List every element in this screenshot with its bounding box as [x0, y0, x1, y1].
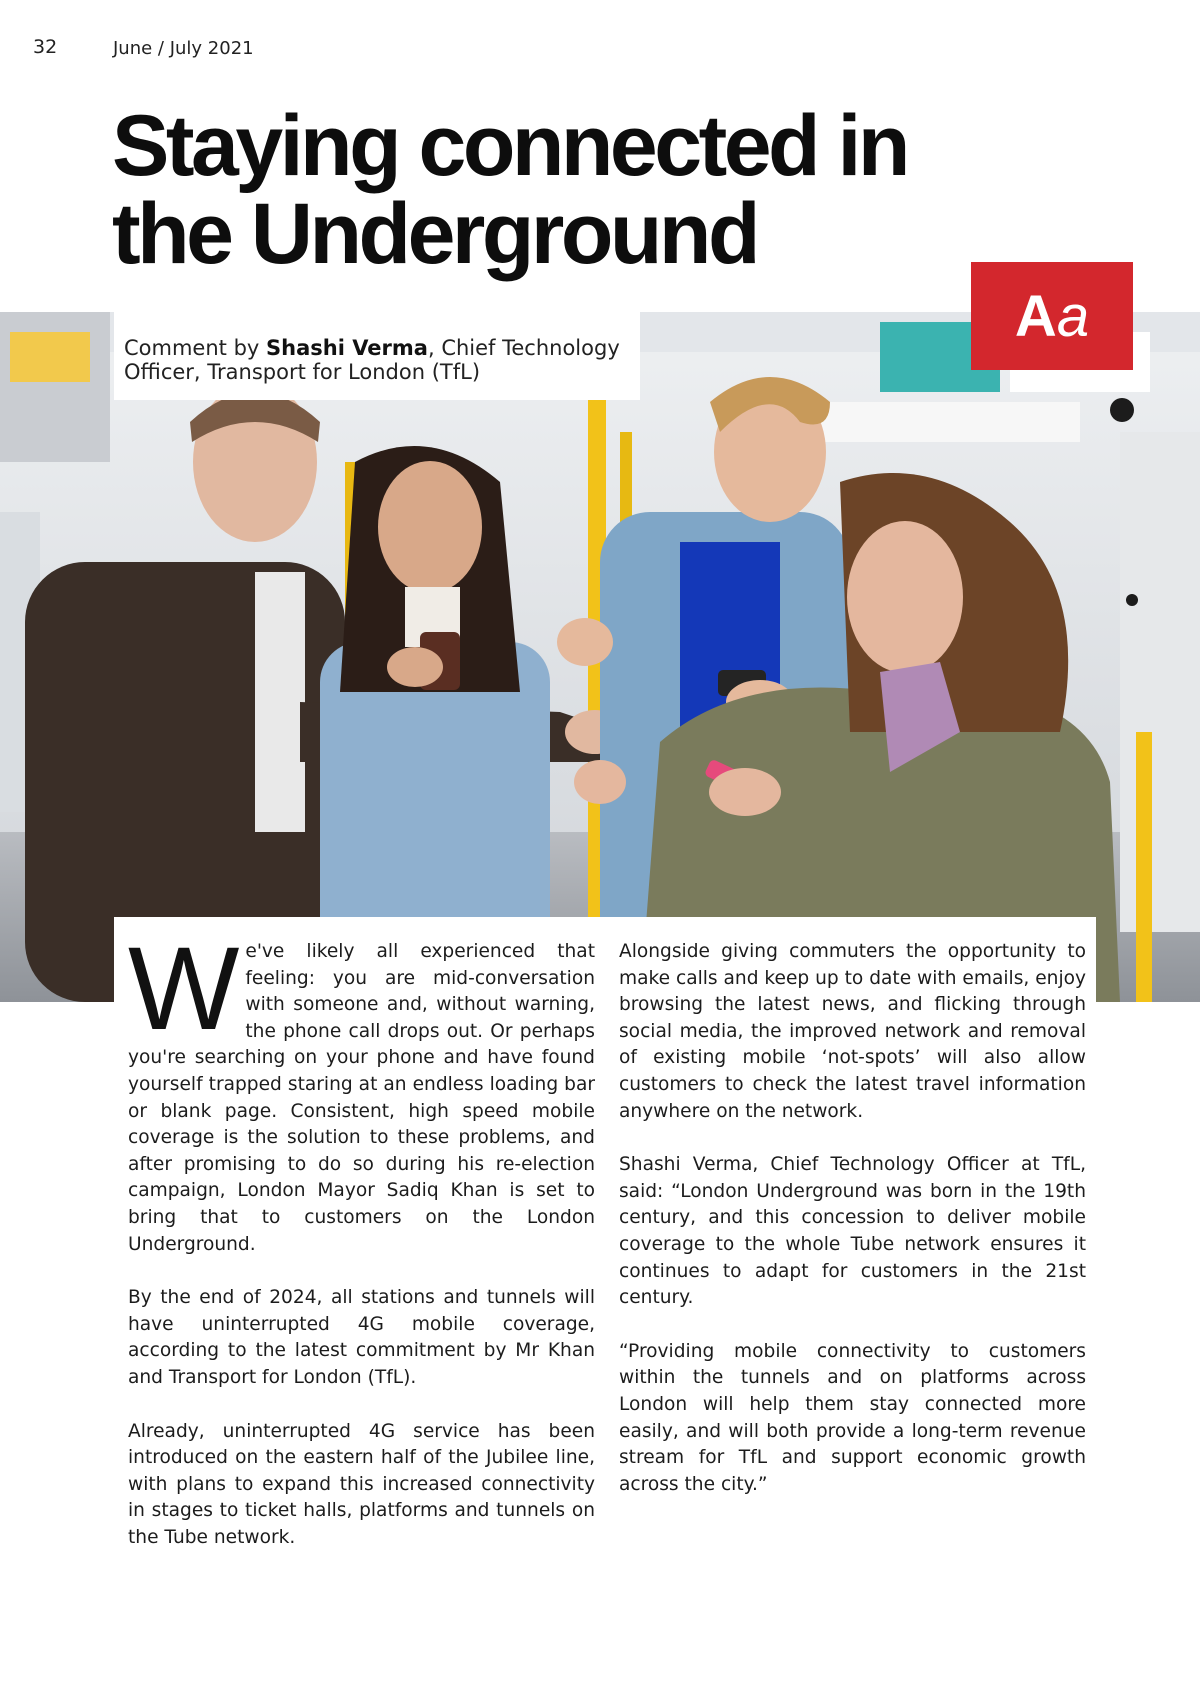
byline-organisation: Officer, Transport for London (TfL) — [124, 360, 481, 384]
article-paragraph: “Providing mobile connectivity to customers within the tunnels and on platforms across London will help them stay connected more easily, and will both provide a long-term revenue stream for TfL and support economic growth across the city.” — [619, 1340, 1086, 1495]
tube-carriage-illustration — [0, 312, 1200, 1002]
article-paragraph: Alongside giving commuters the opportunity to make calls and keep up to date with emails, enjoy browsing the latest news, and flicking through social media, the improved network and removal of existing mobile ‘not-spots’ will also allow customers to check the latest travel information anywhere on the network. — [619, 941, 1086, 1122]
byline-prefix: Comment by — [124, 336, 266, 360]
article-column-1 — [128, 923, 595, 1567]
byline-role: , Chief Technology — [427, 336, 620, 360]
drop-cap: W — [128, 923, 240, 1055]
text-size-badge[interactable] — [971, 262, 1133, 370]
article-body — [114, 917, 1096, 1567]
article-title — [112, 98, 907, 282]
title-line-1: Staying connected in — [112, 98, 907, 194]
byline — [114, 312, 640, 400]
advert-panel — [10, 332, 90, 382]
badge-letter-large: A — [1014, 283, 1057, 349]
hero-photo — [0, 312, 1200, 1002]
page-number: 32 — [33, 36, 58, 58]
grab-pole — [1136, 732, 1152, 1002]
paragraph-text: e've likely all experienced that feeling: you are mid-conversation with someone and, without warning, the phone call drops out. Or perhaps you're searching on your phone and have found yourself trapped staring at an endless loading bar or blank page. Consistent, high speed mobile coverage is the solution to these problems, and after promising to do so during his re-election campaign, London Mayor Sadiq Khan is set to bring that to customers on the London Underground. — [128, 941, 595, 1255]
article-paragraph: Already, uninterrupted 4G service has been introduced on the eastern half of the Jubilee line, with plans to expand this increased connectivity in stages to ticket halls, platforms and tunnels on the Tube network. — [128, 1420, 595, 1548]
article-column-2 — [619, 939, 1086, 1567]
badge-letter-small: a — [1056, 283, 1090, 349]
article-paragraph — [128, 923, 595, 1258]
byline-author: Shashi Verma — [266, 336, 428, 360]
issue-date: June / July 2021 — [113, 38, 254, 59]
title-line-2: the Underground — [112, 186, 757, 282]
article-paragraph: By the end of 2024, all stations and tunnels will have uninterrupted 4G mobile coverage, according to the latest commitment by Mr Khan and Transport for London (TfL). — [128, 1287, 595, 1388]
article-paragraph: Shashi Verma, Chief Technology Officer at TfL, said: “London Underground was born in the 19th century, and this concession to deliver mobile coverage to the whole Tube network ensures it continues to adapt for customers in the 21st century. — [619, 1154, 1086, 1309]
